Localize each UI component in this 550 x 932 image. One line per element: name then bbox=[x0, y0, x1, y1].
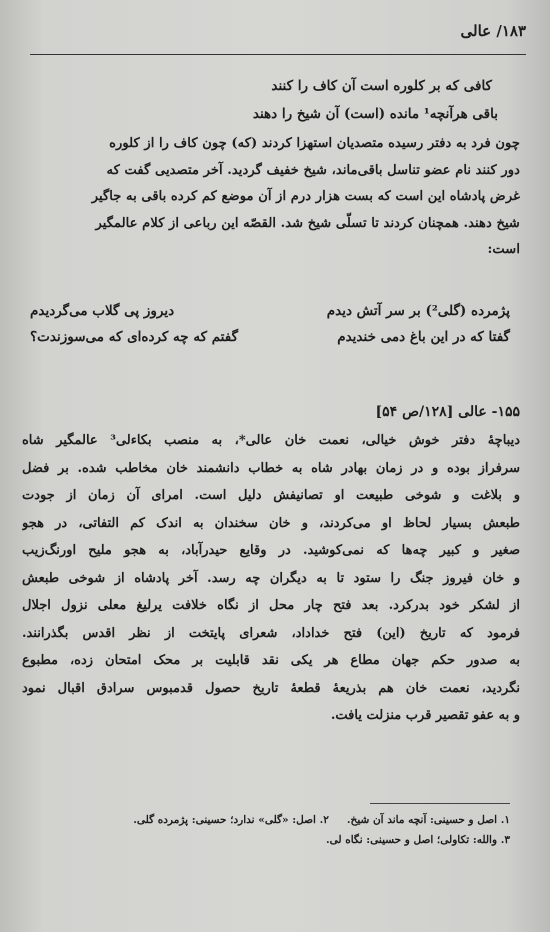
verse-line-1: کافی که بر کلوره است آن کاف را کنند bbox=[271, 78, 492, 94]
paragraph-line: است: bbox=[487, 242, 520, 257]
footnotes bbox=[30, 810, 510, 850]
hemistich: پژمرده (گلی²) بر سر آتش دیدم bbox=[326, 303, 510, 319]
hemistich: گفتا که در این باغ دمی خندیدم bbox=[337, 329, 510, 345]
paragraph-line: دیباچهٔ دفتر خوش خیالی، نعمت خان عالی*، به منصب بکاءلی³ عالمگیر شاه bbox=[22, 433, 520, 448]
paragraph-line: صغیر و کبیر چه‌ها که نمی‌کوشید. در وقایع حیدرآباد، به هجو ملیح اورنگ‌زیب bbox=[22, 543, 520, 558]
paragraph-line: و به عفو تقصیر قرب منزلت یافت. bbox=[330, 708, 520, 723]
paragraph-line: سرفراز بوده و در زمان بهادر شاه به خطاب دانشمند خان مخاطب شده. بر فضل bbox=[22, 460, 520, 476]
couplet-row bbox=[30, 303, 510, 329]
running-head: ۱۸۳/ عالی bbox=[460, 22, 526, 40]
header-rule bbox=[30, 54, 526, 55]
paragraph-line: دور کنند نام عضو تناسل باقی‌ماند، شیخ خفیف گردید. آخر متصدیی گفت که bbox=[106, 162, 520, 178]
hemistich: دیروز پی گلاب می‌گردیدم bbox=[30, 303, 175, 319]
footnote-row bbox=[30, 810, 510, 830]
paragraph-line: چون فرد به دفتر رسیده متصدیان استهزا کردند (که) چون کاف را از کلوره bbox=[109, 136, 520, 151]
footnote: ۲. اصل: «گلی» ندارد؛ حسینی: پژمرده گلی. bbox=[133, 814, 329, 826]
footnote-rule bbox=[370, 803, 510, 804]
page-header bbox=[30, 18, 526, 48]
entry-heading: ۱۵۵- عالی [۱۲۸/ص ۵۴] bbox=[375, 404, 520, 420]
paragraph-line: فرمود که تاریخ (این) فتح خداداد، شعرای پایتخت از نظر اقدس بگذرانند. bbox=[22, 625, 520, 641]
rubai-couplet bbox=[30, 303, 510, 355]
paragraph-line: نگردید، نعمت خان هم بذریعهٔ قطعهٔ تاریخ حصول قدمبوس سرادق اقبال نمود bbox=[22, 680, 520, 696]
couplet-row bbox=[30, 329, 510, 355]
hemistich: گفتم که چه کرده‌ای که می‌سوزندت؟ bbox=[30, 329, 239, 345]
paragraph-line: و بلاغت و شوخی طبیعت او تصانیفش دلیل است. امرای آن زمان از جودت bbox=[22, 488, 520, 503]
paragraph-1 bbox=[26, 131, 520, 264]
paragraph-line: غرض پادشاه این است که بست هزار درم از آن موضع کم کرده باقی به جاگیر bbox=[91, 189, 520, 204]
paragraph-line: به صدور حکم جهان مطاع هر یکی نقد قابلیت بر محک امتحان زده، مطبوع bbox=[22, 653, 520, 668]
paragraph-2 bbox=[22, 427, 520, 730]
footnote: ۱. اصل و حسینی: آنچه ماند آن شیخ. bbox=[346, 814, 510, 826]
footnote: ۳. والله: تکاولی؛ اصل و حسینی: نگاه لی. bbox=[325, 834, 510, 846]
paragraph-line: و خان فیروز جنگ را ستود تا به دیگران چه رسد. آخر پادشاه از شوخی طبعش bbox=[22, 570, 520, 586]
paragraph-line: طبعش بسیار لحاظ او می‌کردند، و خان سخندان به اندک کم التفاتی، در هجو bbox=[22, 515, 520, 531]
verse-line-2: باقی هرآنچه¹ مانده (است) آن شیخ را دهند bbox=[252, 106, 498, 122]
footnote-row bbox=[30, 830, 510, 850]
paragraph-line: از لشکر خود بدرکرد. بعد فتح چار محل از نگاه خلافت یرلیغ معلی نزول اجلال bbox=[22, 598, 520, 613]
paragraph-line: شیخ دهند. همچنان کردند تا تسلّی شیخ شد. القصّه این رباعی از کلام عالمگیر bbox=[95, 215, 520, 231]
